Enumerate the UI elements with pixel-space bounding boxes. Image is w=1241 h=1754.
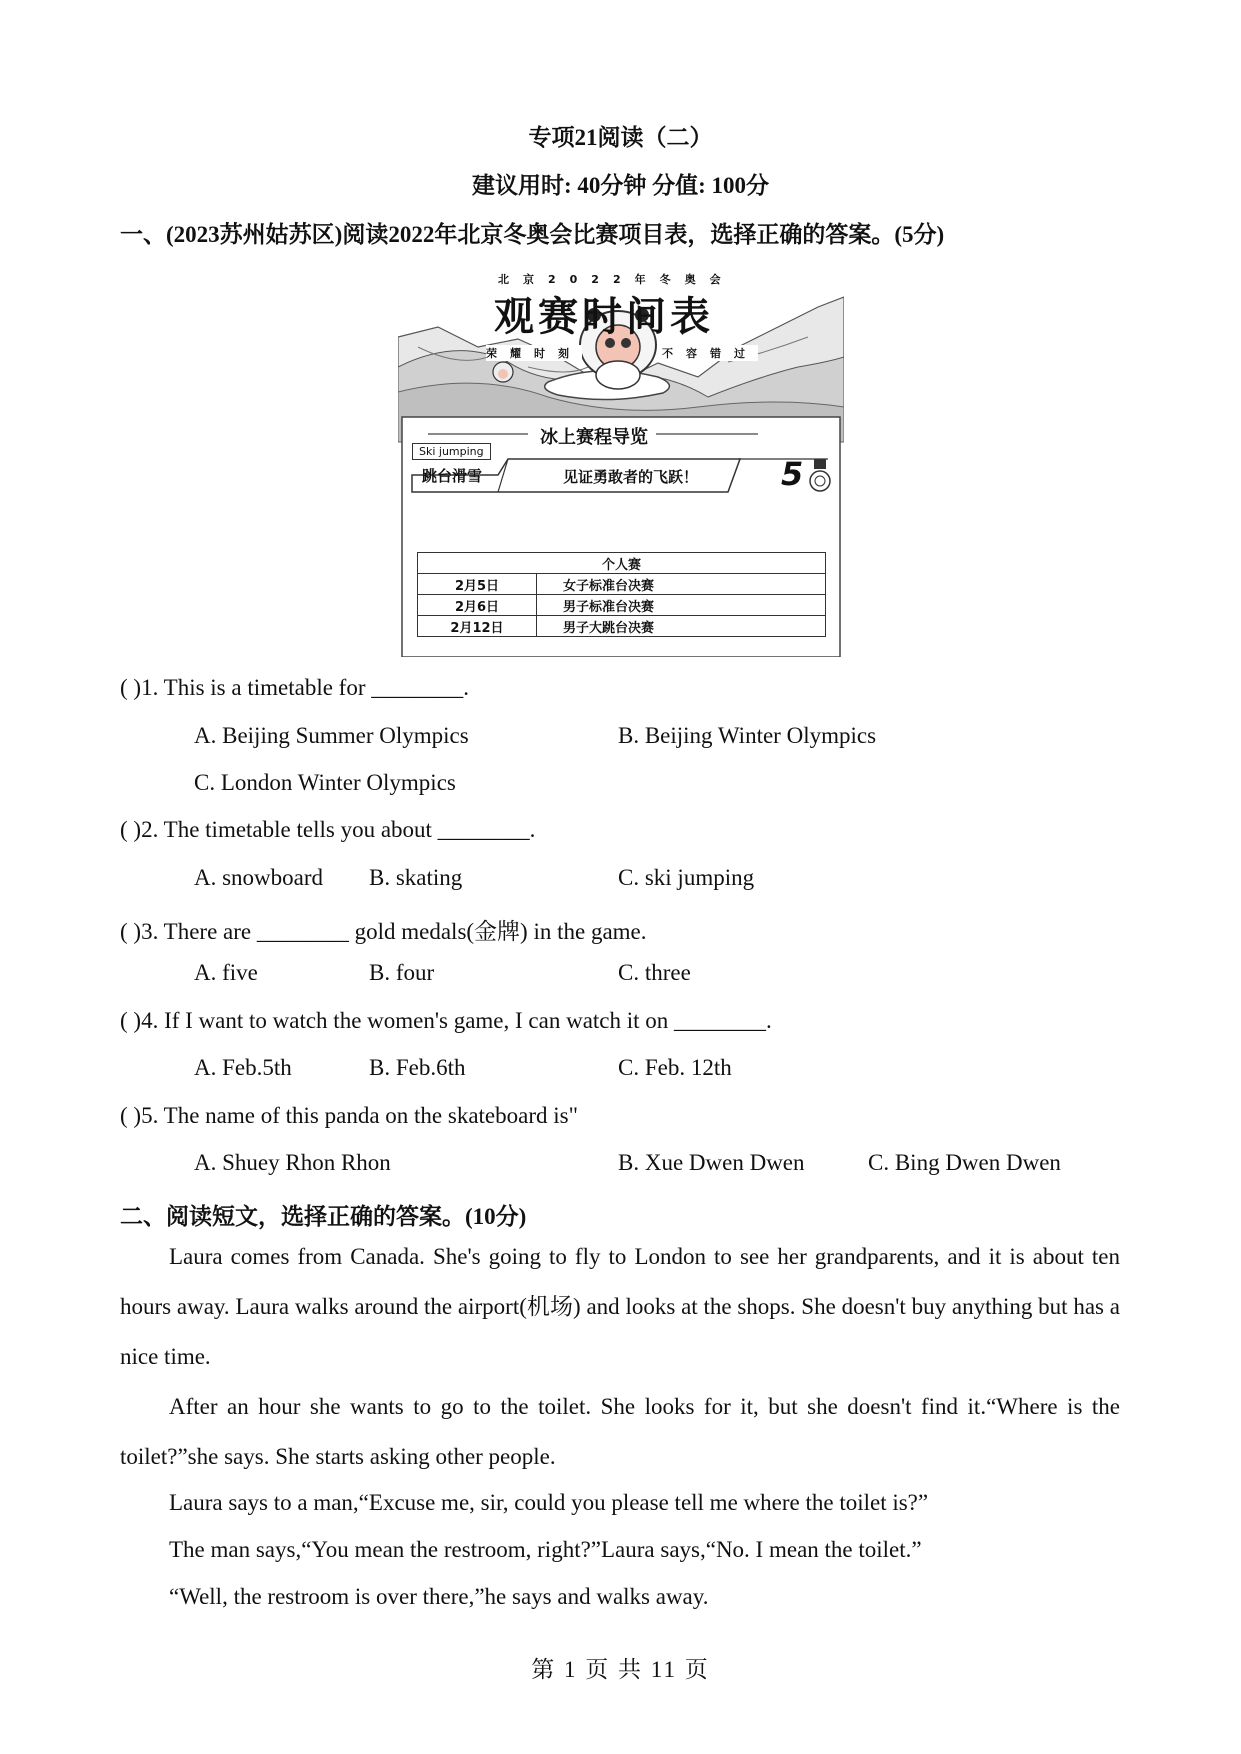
reading-passage (120, 1232, 1120, 1482)
poster-medal-count: 5 (781, 455, 804, 493)
passage-paragraph: Laura comes from Canada. She's going to fly to London to see her grandparents, and it is about ten hours away. Laura walks around the airport(机场) and looks at the shops. She doesn't buy anything but has a nice time. (120, 1244, 1120, 1369)
q4-option-b: B. Feb.6th (369, 1055, 466, 1080)
poster-title: 观赛时间表 (494, 294, 714, 340)
passage-line: Laura says to a man,“Excuse me, sir, could you please tell me where the toilet is?” (169, 1490, 929, 1515)
table-event: 男子标准台决赛 (537, 595, 826, 616)
q2-option-c: C. ski jumping (618, 865, 755, 890)
time-and-score: 建议用时: 40分钟 分值: 100分 (471, 173, 770, 198)
q5-option-b: B. Xue Dwen Dwen (618, 1150, 805, 1175)
page-number: 第 1 页 共 11 页 (531, 1657, 710, 1682)
table-row (418, 595, 826, 616)
q1-option-c: C. London Winter Olympics (194, 770, 456, 795)
question-1: ( )1. This is a timetable for ________. (120, 675, 469, 700)
poster-section-label: 冰上赛程导览 (540, 427, 648, 448)
question-5: ( )5. The name of this panda on the skateboard is" (120, 1103, 578, 1128)
q2-option-a: A. snowboard (194, 865, 324, 890)
table-date: 2月12日 (418, 616, 537, 637)
table-row (418, 574, 826, 595)
table-row (418, 616, 826, 637)
passage-line: The man says,“You mean the restroom, right?”Laura says,“No. I mean the toilet.” (169, 1537, 922, 1562)
q1-option-b: B. Beijing Winter Olympics (618, 723, 877, 748)
section1-heading: 一、(2023苏州姑苏区)阅读2022年北京冬奥会比赛项目表，选择正确的答案。(5分) (120, 222, 945, 247)
poster-event-name: 跳台滑雪 (422, 467, 483, 485)
page-title: 专项21阅读（二） (528, 125, 713, 150)
table-date: 2月5日 (418, 574, 537, 595)
q2-option-b: B. skating (369, 865, 463, 890)
passage-line: “Well, the restroom is over there,”he says and walks away. (169, 1584, 709, 1609)
q4-option-c: C. Feb. 12th (618, 1055, 732, 1080)
q5-option-c: C. Bing Dwen Dwen (868, 1150, 1061, 1175)
table-event: 男子大跳台决赛 (537, 616, 826, 637)
question-2: ( )2. The timetable tells you about ________. (120, 817, 536, 842)
q3-option-b: B. four (369, 960, 435, 985)
olympics-timetable-poster (398, 267, 844, 657)
q3-option-c: C. three (618, 960, 691, 985)
poster-subtitle-left: 荣耀时刻 (486, 347, 582, 360)
passage-paragraph: After an hour she wants to go to the toilet. She looks for it, but she doesn't find it.“Where is the toilet?”she says. She starts asking other people. (120, 1394, 1120, 1469)
question-4: ( )4. If I want to watch the women's game, I can watch it on ________. (120, 1008, 772, 1033)
poster-sport-tag: Ski jumping (412, 443, 491, 460)
table-header: 个人赛 (418, 553, 826, 574)
section2-heading: 二、阅读短文，选择正确的答案。(10分) (120, 1204, 527, 1229)
q3-option-a: A. five (194, 960, 258, 985)
poster-top-label: 北京2022年冬奥会 (498, 273, 735, 286)
poster-subtitle-right: 不容错过 (662, 347, 758, 360)
table-event: 女子标准台决赛 (537, 574, 826, 595)
question-3: ( )3. There are ________ gold medals(金牌) in the game. (120, 919, 647, 944)
q5-option-a: A. Shuey Rhon Rhon (194, 1150, 391, 1175)
poster-slogan: 见证勇敢者的飞跃！ (563, 468, 699, 486)
poster-schedule-table (417, 552, 826, 637)
table-date: 2月6日 (418, 595, 537, 616)
q1-option-a: A. Beijing Summer Olympics (194, 723, 469, 748)
q4-option-a: A. Feb.5th (194, 1055, 292, 1080)
